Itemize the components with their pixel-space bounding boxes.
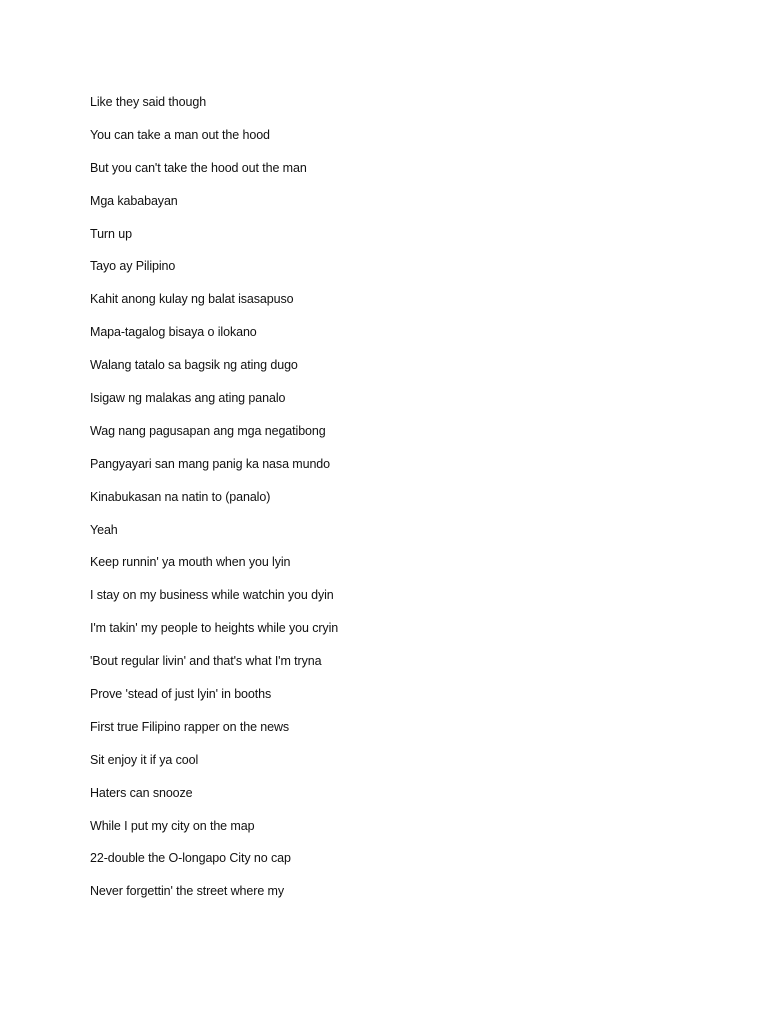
lyric-line: You can take a man out the hood [90,127,270,142]
lyric-line: Walang tatalo sa bagsik ng ating dugo [90,358,298,373]
lyric-line: Like they said though [90,95,207,109]
lyric-line: Tayo ay Pilipino [90,259,176,274]
lyric-line: Sit enjoy it if ya cool [90,752,199,767]
lyric-line: Mga kababayan [90,193,178,208]
lyric-line: While I put my city on the map [90,818,255,833]
lyric-line: Haters can snooze [90,785,193,800]
lyric-line: 22-double the O-longapo City no cap [90,851,291,866]
lyric-line: Kahit anong kulay ng balat isasapuso [90,292,294,307]
lyric-line: Wag nang pagusapan ang mga negatibong [90,423,326,438]
lyric-line: Isigaw ng malakas ang ating panalo [90,391,286,406]
lyric-line: Keep runnin' ya mouth when you lyin [90,555,291,570]
lyric-line: Pangyayari san mang panig ka nasa mundo [90,456,331,471]
lyric-line: First true Filipino rapper on the news [90,719,290,734]
lyrics-text [90,92,710,914]
lyric-line: Turn up [90,226,132,241]
lyric-line: Never forgettin' the street where my [90,884,285,899]
lyric-line: Yeah [90,522,118,537]
lyric-line: Kinabukasan na natin to (panalo) [90,489,271,504]
lyric-line: I'm takin' my people to heights while you cryin [90,621,339,636]
lyric-line: 'Bout regular livin' and that's what I'm tryna [90,654,322,669]
lyric-line: Mapa-tagalog bisaya o ilokano [90,325,257,340]
lyric-line: Prove 'stead of just lyin' in booths [90,687,272,702]
lyric-line: I stay on my business while watchin you dyin [90,588,334,603]
lyric-line: But you can't take the hood out the man [90,160,307,175]
